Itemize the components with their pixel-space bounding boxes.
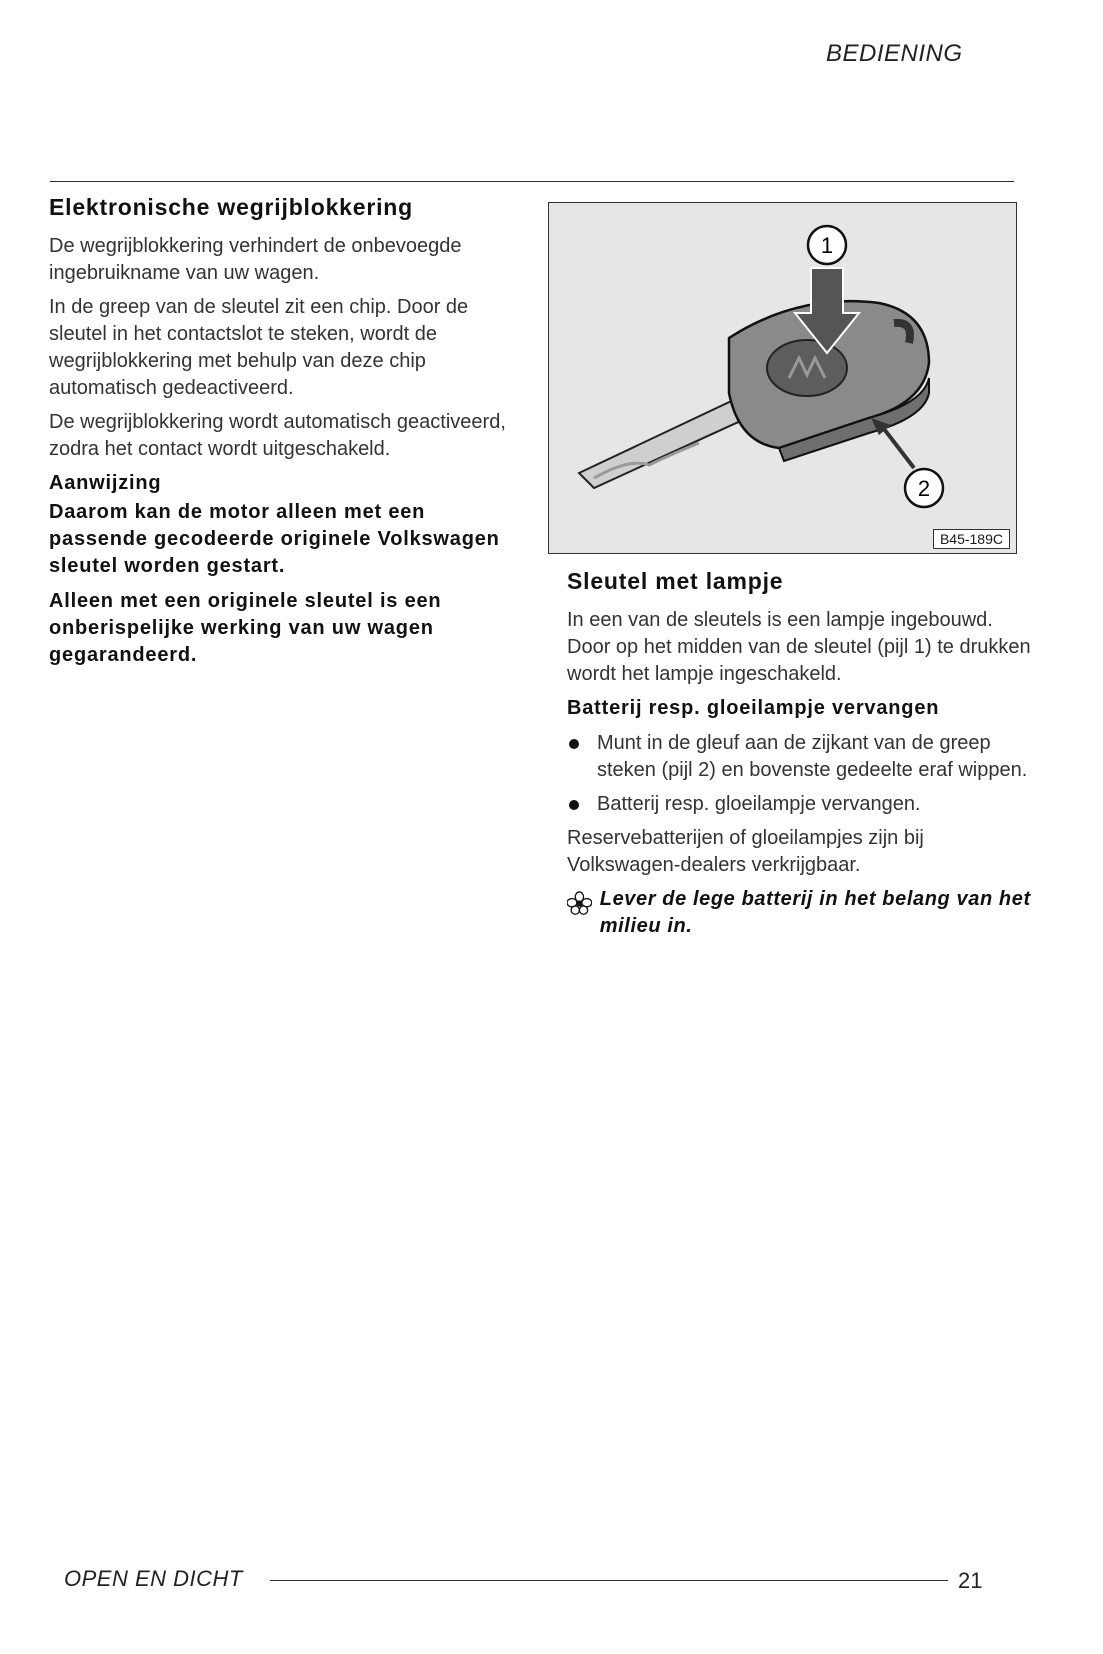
key-illustration [548, 202, 1017, 554]
callout-1: 1 [820, 233, 834, 258]
figure-code: B45-189C [933, 529, 1010, 549]
bullet-item: Munt in de gleuf aan de zijkant van de greep steken (pijl 2) en bovenste gedeelte eraf wippen. [567, 730, 1037, 784]
key-drawing [549, 203, 1015, 552]
right-column [567, 568, 1037, 940]
flower-environment-icon [567, 886, 592, 926]
bullet-item: Batterij resp. gloeilampje vervangen. [567, 791, 1037, 818]
note-paragraph: Daarom kan de motor alleen met een passende gecodeerde originele Volkswagen sleutel worden gestart. [49, 501, 500, 577]
bullet-icon [569, 800, 579, 810]
paragraph: De wegrijblokkering wordt automatisch geactiveerd, zodra het contact wordt uitgeschakeld. [49, 411, 506, 460]
environment-note: Lever de lege batterij in het belang van het milieu in. [567, 886, 1037, 940]
left-column [49, 194, 519, 677]
note-paragraph: Alleen met een originele sleutel is een onberispelijke werking van uw wagen gegarandeerd. [49, 590, 442, 666]
section-title: Elektronische wegrijblokkering [49, 194, 413, 220]
paragraph: In de greep van de sleutel zit een chip. Door de sleutel in het contactslot te steken, wordt de wegrijblokkering met behulp van deze chip automatisch gedeactiveerd. [49, 296, 469, 399]
footer-chapter: OPEN EN DICHT [64, 1566, 243, 1591]
page-number: 21 [958, 1568, 983, 1593]
header-divider [50, 181, 1014, 182]
paragraph: In een van de sleutels is een lampje ingebouwd. Door op het midden van de sleutel (pijl 1) te drukken wordt het lampje ingeschakeld. [567, 609, 1031, 685]
callout-2: 2 [917, 476, 931, 501]
subsection-title: Batterij resp. gloeilampje vervangen [567, 697, 940, 719]
footer-divider [270, 1580, 948, 1581]
bullet-icon [569, 739, 579, 749]
paragraph: Reservebatterijen of gloeilampjes zijn bij Volkswagen-dealers verkrijgbaar. [567, 827, 924, 876]
paragraph: De wegrijblokkering verhindert de onbevoegde ingebruikname van uw wagen. [49, 235, 462, 284]
note-title: Aanwijzing [49, 472, 162, 494]
section-title: Sleutel met lampje [567, 568, 784, 594]
section-header: BEDIENING [826, 40, 963, 67]
